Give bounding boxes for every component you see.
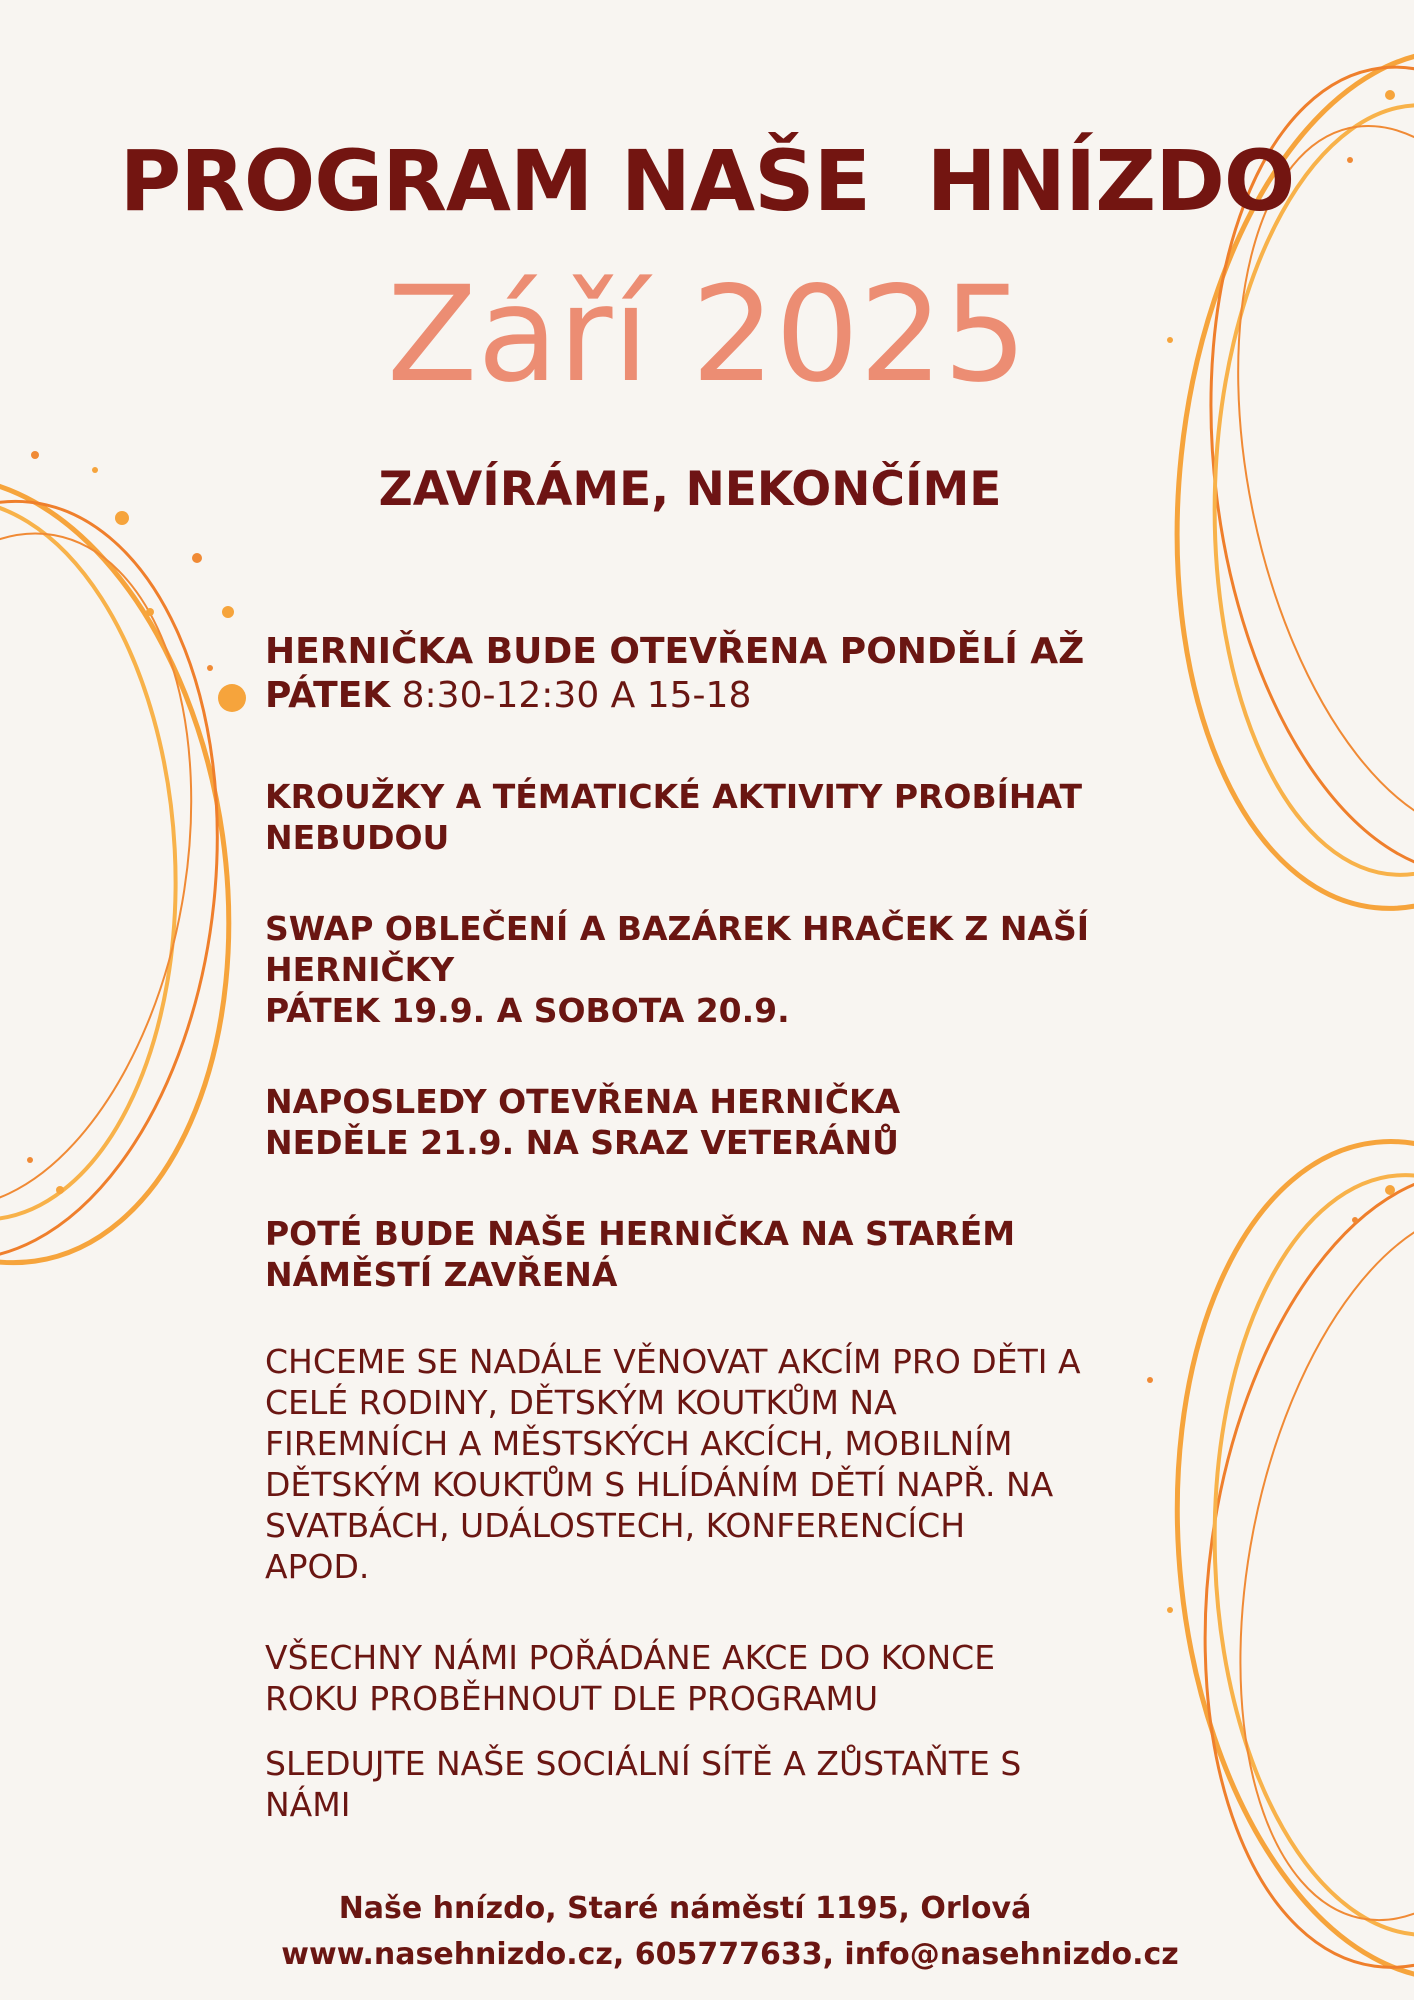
- closure-line-1: POTÉ BUDE NAŠE HERNIČKA NA STARÉM: [265, 1214, 1016, 1253]
- future-line-2: CELÉ RODINY, DĚTSKÝM KOUTKŮM NA: [265, 1383, 897, 1422]
- social-line-2: NÁMI: [265, 1785, 351, 1824]
- krouzky-line-2: NEBUDOU: [265, 818, 450, 857]
- events-line-2: ROKU PROBĚHNOUT DLE PROGRAMU: [265, 1679, 879, 1718]
- social-paragraph: [265, 1743, 1165, 1825]
- swap-line-3: PÁTEK 19.9. A SOBOTA 20.9.: [265, 991, 790, 1030]
- closure-line-2: NÁMĚSTÍ ZAVŘENÁ: [265, 1255, 618, 1294]
- hernicka-opening-hours: [265, 630, 1165, 718]
- month-heading: Září 2025: [386, 258, 1028, 412]
- krouzky-notice: [265, 776, 1165, 858]
- social-line-1: SLEDUJTE NAŠE SOCIÁLNÍ SÍTĚ A ZŮSTAŇTE S: [265, 1744, 1022, 1783]
- swap-line-2: HERNIČKY: [265, 950, 455, 989]
- opening-day: PÁTEK: [265, 675, 391, 716]
- footer-address: Naše hnízdo, Staré náměstí 1195, Orlová: [338, 1891, 1032, 1926]
- bottom-right-brush-circle: [1137, 1117, 1414, 2000]
- opening-line-1: HERNIČKA BUDE OTEVŘENA PONDĚLÍ AŽ: [265, 631, 1085, 672]
- events-paragraph: [265, 1637, 1165, 1719]
- future-line-6: APOD.: [265, 1547, 370, 1586]
- closure-notice: [265, 1213, 1165, 1295]
- footer-contacts: www.nasehnizdo.cz, 605777633, info@nasehnizdo.cz: [281, 1937, 1179, 1972]
- future-activities-paragraph: [265, 1341, 1165, 1587]
- left-brush-circle: [0, 445, 278, 1296]
- krouzky-line-1: KROUŽKY A TÉMATICKÉ AKTIVITY PROBÍHAT: [265, 777, 1083, 816]
- last-opening-notice: [265, 1081, 1165, 1163]
- last-opening-line-1: NAPOSLEDY OTEVŘENA HERNIČKA: [265, 1082, 901, 1121]
- future-line-5: SVATBÁCH, UDÁLOSTECH, KONFERENCÍCH: [265, 1506, 966, 1545]
- future-line-4: DĚTSKÝM KOUKTŮM S HLÍDÁNÍM DĚTÍ NAPŘ. NA: [265, 1465, 1054, 1504]
- opening-hours: 8:30-12:30 A 15-18: [390, 675, 752, 716]
- swap-line-1: SWAP OBLEČENÍ A BAZÁREK HRAČEK Z NAŠÍ: [265, 909, 1090, 948]
- opening-line-2: [265, 674, 1165, 718]
- tagline: ZAVÍRÁME, NEKONČÍME: [378, 462, 1002, 517]
- program-content: [265, 630, 1165, 1825]
- swap-notice: [265, 908, 1165, 1031]
- poster-title: PROGRAM NAŠE HNÍZDO: [119, 132, 1295, 230]
- future-line-1: CHCEME SE NADÁLE VĚNOVAT AKCÍM PRO DĚTI A: [265, 1342, 1081, 1381]
- future-line-3: FIREMNÍCH A MĚSTSKÝCH AKCÍCH, MOBILNÍM: [265, 1424, 1013, 1463]
- events-line-1: VŠECHNY NÁMI POŘÁDÁNE AKCE DO KONCE: [265, 1638, 996, 1677]
- last-opening-line-2: NEDĚLE 21.9. NA SRAZ VETERÁNŮ: [265, 1123, 899, 1162]
